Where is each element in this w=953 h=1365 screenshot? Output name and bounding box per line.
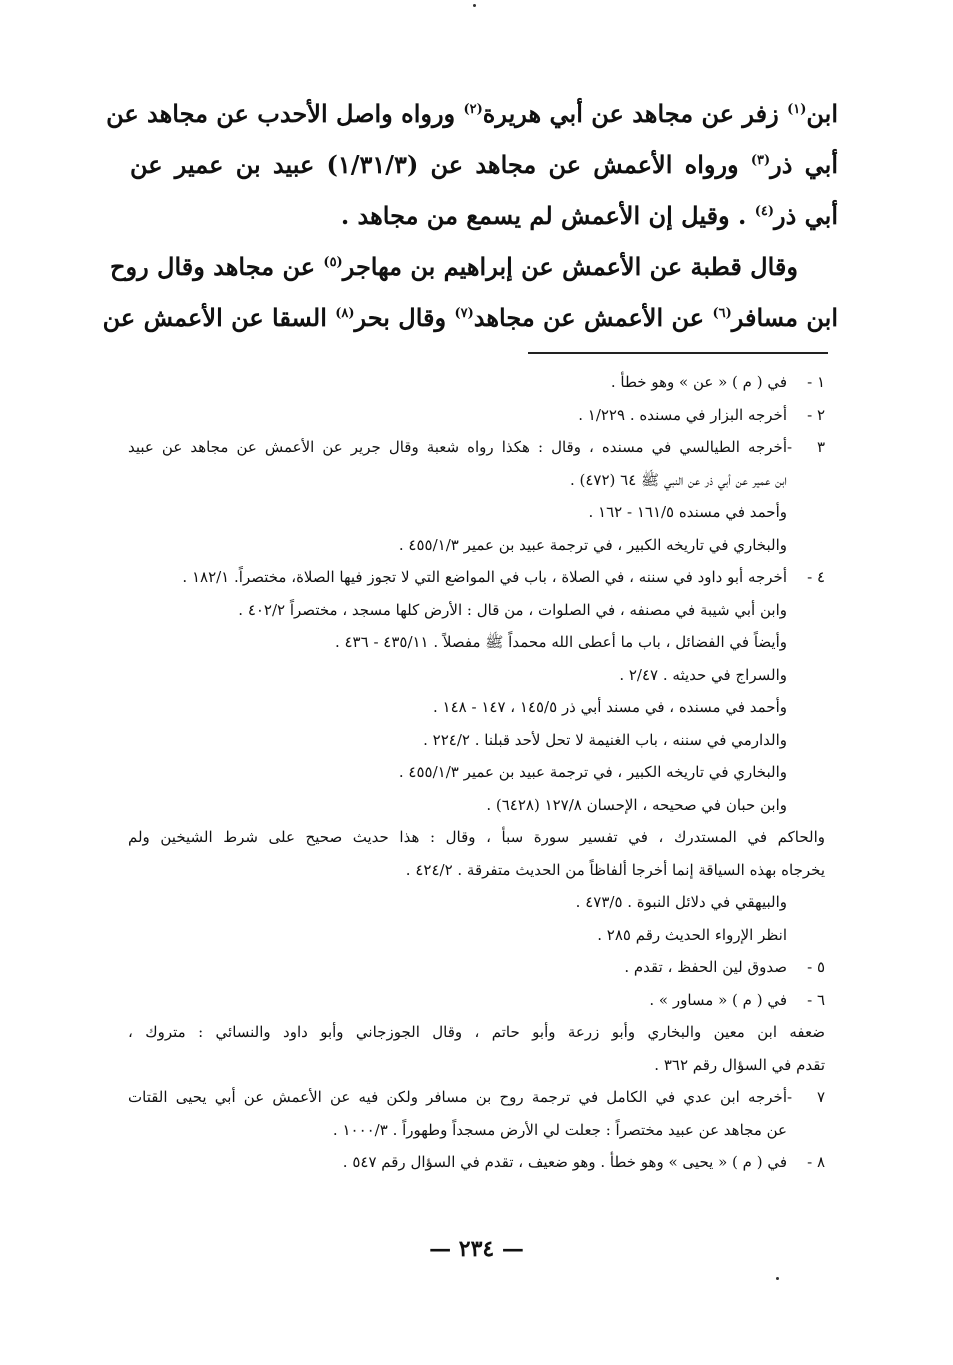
main-text-segment: عن الأعمش عن مجاهد	[473, 303, 713, 332]
footnote-entry	[128, 561, 825, 594]
footnote-continuation	[128, 854, 825, 887]
footnote-continuation	[128, 756, 825, 789]
footnote-marker: (٧)	[454, 306, 474, 321]
footnote-text: يخرجاه بهذه السياقة إنما أخرجا ألفاظاً من الحديث متفرقة . ٤٢٤/٢ .	[405, 860, 825, 879]
footnote-number: ١ -	[807, 373, 825, 391]
footnote-text: والبخاري في تاريخه الكبير ، في ترجمة عبيد بن عمير ٤٥٥/١/٣ .	[398, 535, 787, 554]
footnote-number: ٢ -	[807, 405, 825, 424]
footnote-text: انظر الإرواء الحديث رقم ٢٨٥ .	[597, 925, 787, 944]
main-text-segment: أبي ذر	[774, 201, 838, 230]
footnote-continuation	[128, 691, 825, 724]
footnote-continuation	[128, 464, 825, 497]
footnote-marker: (١)	[787, 102, 807, 117]
footnote-continuation	[128, 724, 825, 757]
footnote-continuation	[128, 1049, 825, 1082]
main-text-line	[109, 241, 838, 292]
footnote-text: وأيضاً في الفضائل ، باب ما أعطى الله محمداً ﷺ مفصلاً . ٤٣٥/١١ - ٤٣٦ .	[334, 633, 787, 651]
footnote-separator	[528, 352, 828, 354]
footnote-continuation	[128, 529, 825, 562]
footnote-text: أخرجه البزار في مسنده . ١/٢٢٩ .	[578, 405, 787, 424]
footnote-number: ٨ -	[807, 1153, 825, 1171]
main-text-segment: السقا عن الأعمش عن	[102, 303, 336, 332]
footnote-text: والدارمي في سننه ، باب الغنيمة لا تحل لأحد قبلنا . ٢٢٤/٢ .	[423, 730, 787, 749]
footnote-text: ضعفه ابن معين والبخاري وأبو زرعة وأبو حاتم ، وقال الجوزجاني وأبو داود والنسائي : متروك ،	[128, 1023, 825, 1041]
footnote-entry	[128, 1146, 825, 1179]
footnote-number: ٤ -	[807, 568, 825, 586]
footnote-continuation	[128, 821, 825, 854]
footnote-text: صدوق لين الحفظ ، تقدم .	[624, 958, 787, 976]
footnote-entry	[128, 366, 825, 399]
page-number: — ٢٣٤ —	[429, 1236, 524, 1262]
main-text-segment: زفر عن مجاهد عن أبي هريرة	[482, 99, 788, 128]
footnote-marker: (٤)	[754, 204, 775, 219]
footnote-text: في ( م ) « يحيى » وهو خطأ . وهو ضعيف ، تقدم في السؤال رقم ٥٤٧ .	[342, 1153, 787, 1171]
footnote-entry	[128, 951, 825, 984]
main-text-segment: أبي ذر	[770, 150, 839, 179]
main-text-segment: . وقيل إن الأعمش لم يسمع من مجاهد .	[340, 201, 755, 230]
footnote-text: أخرجه الطيالسي في مسنده ، وقال : هكذا رواه شعبة وقال جرير عن الأعمش عن مجاهد عن عبيد	[128, 438, 787, 456]
footnotes	[128, 366, 825, 1179]
footnote-text: والبيهقي في دلائل النبوة . ٤٧٣/٥ .	[575, 893, 787, 911]
footnote-number: ٦ -	[807, 990, 825, 1009]
footnote-text: أخرجه أبو داود في سننه ، في الصلاة ، باب في المواضع التي لا تجوز فيها الصلاة، مختصراً. ١٨٢/١ .	[182, 568, 787, 586]
footnote-continuation	[128, 1114, 825, 1147]
footnote-marker: (٨)	[335, 306, 355, 321]
main-text-line	[102, 292, 838, 343]
main-text-line	[106, 88, 838, 139]
main-text-segment: وقال قطبة عن الأعمش عن إبراهيم بن مهاجر	[342, 252, 798, 281]
footnote-text: وأحمد في مسنده ، في مسند أبي ذر ١٤٥/٥ ، ١٤٧ - ١٤٨ .	[433, 698, 787, 716]
footnote-text: والبخاري في تاريخه الكبير ، في ترجمة عبيد بن عمير ٤٥٥/١/٣ .	[398, 763, 787, 781]
footnote-text: والسراج في حديثه . ٢/٤٧ .	[619, 665, 787, 684]
footnote-entry	[128, 431, 825, 464]
footnote-entry	[128, 984, 825, 1017]
footnote-number: ٥ -	[807, 958, 825, 976]
main-text-segment: عن مجاهد وقال روح	[109, 252, 324, 281]
footnote-continuation	[128, 496, 825, 529]
main-text-segment: ابن	[806, 99, 838, 128]
footnote-text: وابن أبي شيبة في مصنفه ، في الصلوات ، من قال : الأرض كلها مسجد ، مختصراً ٤٠٢/٢ .	[238, 600, 787, 619]
footnote-marker: (٥)	[323, 255, 343, 270]
footnote-text: والحاكم في المستدرك ، في تفسير سورة سبأ ، وقال : هذا حديث صحيح على شرط الشيخين ولم	[128, 828, 825, 846]
footnote-continuation	[128, 626, 825, 659]
footnote-continuation	[128, 919, 825, 952]
scan-speck	[473, 4, 476, 7]
footnote-text: عن مجاهد عن عبيد مختصراً : جعلت لي الأرض مسجداً وطهوراً . ١٠٠٠/٣ .	[332, 1120, 787, 1139]
footnote-continuation	[128, 659, 825, 692]
footnote-number: ٧ -	[787, 1088, 825, 1106]
footnote-text: وابن حبان في صحيحه ، الإحسان ١٢٧/٨ (٦٤٢٨) .	[486, 795, 787, 814]
footnote-text: وأحمد في مسنده ١٦١/٥ - ١٦٢ .	[588, 503, 787, 521]
main-text	[102, 88, 839, 343]
footnote-number: ٣ -	[787, 438, 825, 456]
footnote-continuation	[128, 789, 825, 822]
main-text-segment: ابن مسافر	[731, 303, 838, 332]
main-text-segment: وقال بحر	[354, 303, 455, 332]
main-text-segment: ورواه الأعمش عن مجاهد عن (١/٣١/٣) عبيد بن عمير عن	[130, 150, 751, 179]
footnote-text: تقدم في السؤال رقم ٣٦٢ .	[654, 1055, 825, 1074]
footnote-text: أخرجه ابن عدي في الكامل في ترجمة روح بن مسافر ولكن فيه عن الأعمش عن أبي يحيى القتات	[128, 1088, 787, 1106]
footnote-marker: (٦)	[712, 306, 732, 321]
main-text-line	[130, 190, 838, 241]
footnote-entry	[128, 399, 825, 432]
main-text-segment: ورواه واصل الأحدب عن مجاهد عن	[106, 99, 464, 128]
footnote-continuation	[128, 886, 825, 919]
footnote-continuation	[128, 594, 825, 627]
scan-speck	[776, 1277, 779, 1280]
footnote-marker: (٣)	[750, 153, 771, 168]
footnote-entry	[128, 1081, 825, 1114]
footnote-continuation	[128, 1016, 825, 1049]
footnote-text: ابن عمير عن أبي ذر عن النبي ﷺ ٦٤ (٤٧٢) .	[569, 470, 787, 489]
footnote-text: في ( م ) « مساور » .	[649, 990, 787, 1009]
main-text-line	[130, 139, 838, 190]
footnote-text: في ( م ) « عن » وهو خطأ .	[610, 373, 787, 391]
footnote-marker: (٢)	[463, 102, 483, 117]
